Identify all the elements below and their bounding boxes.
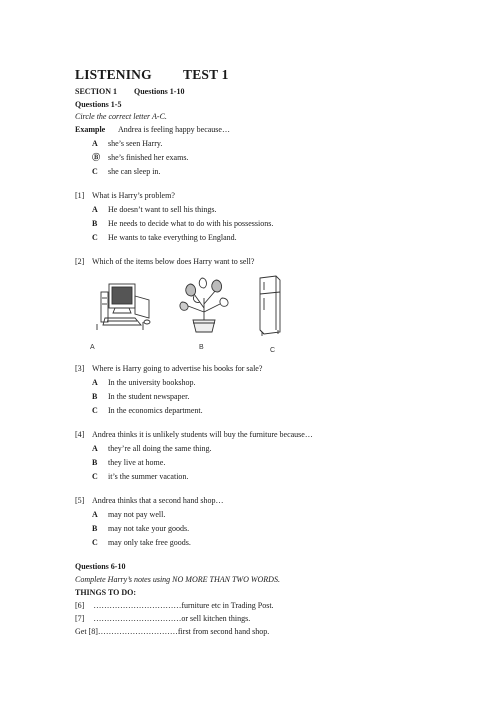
svg-text:B: B [199, 344, 204, 351]
plant-icon [176, 274, 232, 336]
option-text: they’re all doing the same thing. [108, 444, 212, 453]
question-number: [1] [75, 191, 85, 200]
option-text: In the university bookshop. [108, 378, 196, 387]
option-letter: A [92, 205, 98, 214]
example-option-letter: A [92, 139, 98, 148]
option-text: He wants to take everything to England. [108, 233, 237, 242]
picture-label-c [270, 344, 278, 354]
example-option-text: she’s finished her exams. [108, 153, 189, 162]
answer-blank[interactable]: …………………………… [93, 601, 182, 610]
picture-label-b [199, 341, 207, 351]
option-letter: B [92, 458, 98, 467]
question-number: [5] [75, 496, 85, 505]
question-number: [2] [75, 257, 85, 266]
question-stem: Which of the items below does Harry want to sell? [92, 257, 255, 266]
option-text: may not pay well. [108, 510, 166, 519]
section-label: SECTION 1 [75, 87, 118, 96]
note-prefix: [7] [75, 614, 85, 623]
picture-label-a [90, 341, 98, 351]
title-test: TEST 1 [183, 67, 229, 82]
option-letter: C [92, 233, 98, 242]
option-letter: C [92, 472, 98, 481]
option-letter: B [92, 219, 98, 228]
example-label: Example [75, 125, 106, 134]
example-stem: Andrea is feeling happy because… [118, 125, 230, 134]
example-option-text: she’s seen Harry. [108, 139, 163, 148]
option-letter: A [92, 444, 98, 453]
option-letter: A [92, 378, 98, 387]
option-text: they live at home. [108, 458, 166, 467]
question-stem: Andrea thinks it is unlikely students will buy the furniture because… [92, 430, 313, 439]
option-letter: C [92, 538, 98, 547]
option-text: In the economics department. [108, 406, 203, 415]
section-questions: Questions 1-10 [134, 87, 185, 96]
part2-heading: Questions 6-10 [75, 562, 126, 571]
computer-icon [95, 278, 157, 334]
note-prefix: Get [8] [75, 627, 98, 636]
question-number: [3] [75, 364, 85, 373]
part2-instruction: Complete Harry’s notes using NO MORE THAN TWO WORDS. [75, 575, 280, 584]
example-option-letter: Ⓑ [92, 153, 100, 162]
fridge-icon [254, 274, 284, 338]
note-prefix: [6] [75, 601, 85, 610]
answer-blank[interactable]: ………………………… [97, 627, 178, 636]
answer-blank[interactable]: …………………………… [93, 614, 182, 623]
option-text: it’s the summer vacation. [108, 472, 189, 481]
option-text: He needs to decide what to do with his possessions. [108, 219, 274, 228]
note-line-6 [75, 601, 274, 611]
note-text: furniture etc in Trading Post. [181, 601, 274, 610]
question-stem: What is Harry’s problem? [92, 191, 175, 200]
option-text: may not take your goods. [108, 524, 190, 533]
option-text: In the student newspaper. [108, 392, 190, 401]
option-letter: B [92, 524, 98, 533]
example-option-text: she can sleep in. [108, 167, 161, 176]
note-text: or sell kitchen things. [181, 614, 251, 623]
svg-text:C: C [270, 347, 276, 354]
option-letter: C [92, 406, 98, 415]
option-text: may only take free goods. [108, 538, 191, 547]
note-line-7 [75, 614, 250, 624]
option-letter: B [92, 392, 98, 401]
title-listening: LISTENING [75, 67, 152, 82]
option-text: He doesn’t want to sell his things. [108, 205, 217, 214]
question-stem: Andrea thinks that a second hand shop… [92, 496, 224, 505]
part1-heading: Questions 1-5 [75, 100, 122, 109]
notes-title: THINGS TO DO: [75, 588, 137, 597]
note-line-8 [75, 627, 269, 637]
svg-text:A: A [90, 344, 95, 351]
option-letter: A [92, 510, 98, 519]
question-stem: Where is Harry going to advertise his books for sale? [92, 364, 263, 373]
part1-instruction: Circle the correct letter A-C. [75, 112, 167, 121]
note-text: first from second hand shop. [177, 627, 270, 636]
question-number: [4] [75, 430, 85, 439]
example-option-letter: C [92, 167, 98, 176]
